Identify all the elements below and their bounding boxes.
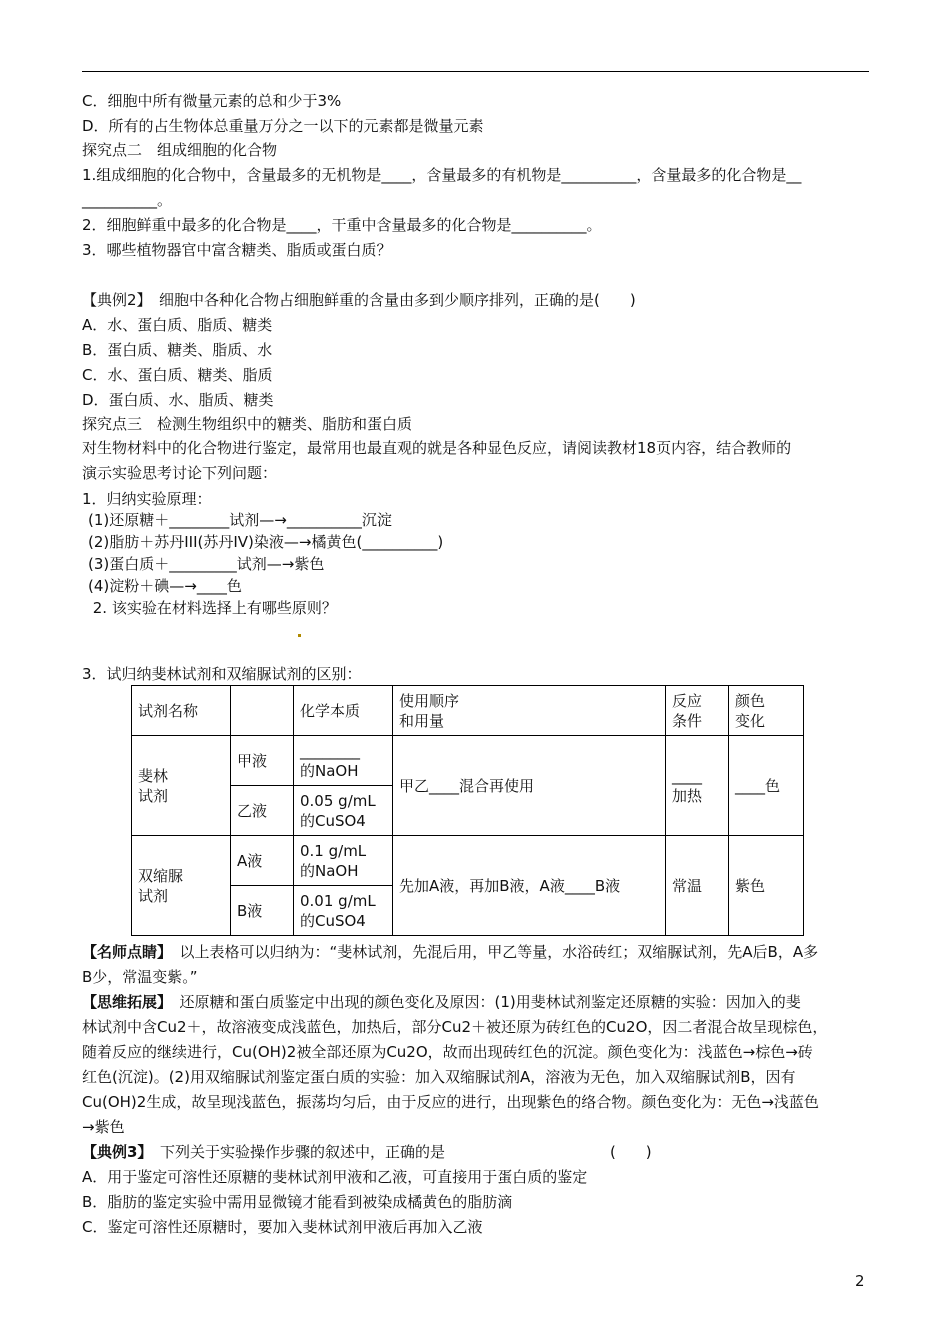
th-order: 使用顺序 和用量 xyxy=(393,686,666,736)
teacher-tip-cont: B少，常温变紫。” xyxy=(82,968,198,986)
question-3-title: 3．试归纳斐林试剂和双缩脲试剂的区别： xyxy=(82,665,362,683)
thinking-extension-text: 还原糖和蛋白质鉴定中出现的颜色变化及原因：(1)用斐林试剂鉴定还原糖的实验：因加入的斐 xyxy=(164,993,801,1011)
thinking-extension-line-3: 随着反应的继续进行，Cu(OH)2被全部还原为Cu2O，故而出现砖红色的沉淀。颜色变化为：浅蓝色→棕色→砖 xyxy=(82,1043,813,1061)
principle-2: (2)脂肪＋苏丹III(苏丹IV)染液—→橘黄色(__________) xyxy=(88,533,444,551)
option-c-line: C．细胞中所有微量元素的总和少于3% xyxy=(82,92,342,110)
biuret-cond: 常温 xyxy=(666,836,729,936)
example-3-option-a: A．用于鉴定可溶性还原糖的斐林试剂甲液和乙液，可直接用于蛋白质的鉴定 xyxy=(82,1168,588,1186)
biuret-a-nature: 0.1 g/mL 的NaOH xyxy=(294,836,393,886)
question-material-choice: 2. 该实验在材料选择上有哪些原则？ xyxy=(88,599,337,617)
question-1: 1.组成细胞的化合物中，含量最多的无机物是____，含量最多的有机物是__________，含量最多的化合物是__ xyxy=(82,166,802,184)
example-3-text: 下列关于实验操作步骤的叙述中，正确的是 ( ) xyxy=(144,1143,652,1161)
question-1-cont: __________。 xyxy=(82,191,173,209)
th-name: 试剂名称 xyxy=(132,686,231,736)
example-3-label: 【典例3】 xyxy=(82,1143,145,1161)
th-blank xyxy=(231,686,294,736)
thinking-extension-line-4: 红色(沉淀)。(2)用双缩脲试剂鉴定蛋白质的实验：加入双缩脲试剂A，溶液为无色，加入双缩脲试剂B，因有 xyxy=(82,1068,796,1086)
th-color: 颜色 变化 xyxy=(729,686,804,736)
example-2-option-a: A．水、蛋白质、脂质、糖类 xyxy=(82,316,273,334)
example-3-option-b: B．脂肪的鉴定实验中需用显微镜才能看到被染成橘黄色的脂肪滴 xyxy=(82,1193,513,1211)
section-heading-3: 探究点三 检测生物组织中的糖类、脂肪和蛋白质 xyxy=(82,415,413,433)
reagent-comparison-table xyxy=(131,685,804,936)
fehling-name: 斐林 试剂 xyxy=(132,736,231,836)
example-2-option-b: B．蛋白质、糖类、脂质、水 xyxy=(82,341,273,359)
intro-paragraph-cont: 演示实验思考讨论下列问题： xyxy=(82,464,278,482)
fehling-b-nature: 0.05 g/mL 的CuSO4 xyxy=(294,786,393,836)
option-d-line: D．所有的占生物体总重量万分之一以下的元素都是微量元素 xyxy=(82,117,484,135)
thinking-extension-line-5: Cu(OH)2生成，故呈现浅蓝色，振荡均匀后，由于反应的进行，出现紫色的络合物。颜色变化为：无色→浅蓝色 xyxy=(82,1093,819,1111)
th-nature: 化学本质 xyxy=(294,686,393,736)
biuret-order: 先加A液，再加B液，A液____B液 xyxy=(393,836,666,936)
principle-1: (1)还原糖＋________试剂—→__________沉淀 xyxy=(88,511,392,529)
thinking-extension-line-2: 林试剂中含Cu2＋，故溶液变成浅蓝色，加热后，部分Cu2＋被还原为砖红色的Cu2O，因二者混合故呈现棕色， xyxy=(82,1018,828,1036)
teacher-tip xyxy=(82,942,818,962)
teacher-tip-label: 【名师点睛】 xyxy=(82,943,165,961)
question-2: 2．细胞鲜重中最多的化合物是____，干重中含量最多的化合物是__________。 xyxy=(82,216,602,234)
fehling-order: 甲乙____混合再使用 xyxy=(393,736,666,836)
example-3 xyxy=(82,1142,652,1162)
example-2-option-c: C．水、蛋白质、糖类、脂质 xyxy=(82,366,273,384)
biuret-b-nature: 0.01 g/mL 的CuSO4 xyxy=(294,886,393,936)
biuret-b-label: B液 xyxy=(231,886,294,936)
intro-paragraph: 对生物材料中的化合物进行鉴定，最常用也最直观的就是各种显色反应，请阅读教材18页内容，结合教师的 xyxy=(82,439,792,457)
fehling-a-label: 甲液 xyxy=(231,736,294,786)
principle-heading: 1．归纳实验原理： xyxy=(82,490,212,508)
fehling-cond: ____ 加热 xyxy=(666,736,729,836)
fehling-b-label: 乙液 xyxy=(231,786,294,836)
thinking-extension-line-6: →紫色 xyxy=(82,1118,125,1136)
page-number: 2 xyxy=(855,1272,865,1290)
example-2-option-d: D．蛋白质、水、脂质、糖类 xyxy=(82,391,274,409)
biuret-a-label: A液 xyxy=(231,836,294,886)
fehling-a-nature: ________ 的NaOH xyxy=(294,736,393,786)
fehling-color: ____色 xyxy=(729,736,804,836)
example-3-option-c: C．鉴定可溶性还原糖时，要加入斐林试剂甲液后再加入乙液 xyxy=(82,1218,483,1236)
section-heading-2: 探究点二 组成细胞的化合物 xyxy=(82,141,278,159)
thinking-extension xyxy=(82,992,801,1012)
teacher-tip-text: 以上表格可以归纳为：“斐林试剂，先混后用，甲乙等量，水浴砖红；双缩脲试剂，先A后B，A多 xyxy=(164,943,819,961)
header-rule xyxy=(82,71,869,72)
speck-mark xyxy=(298,634,301,637)
principle-3: (3)蛋白质＋_________试剂—→紫色 xyxy=(88,555,325,573)
th-cond: 反应 条件 xyxy=(666,686,729,736)
biuret-color: 紫色 xyxy=(729,836,804,936)
example-2: 【典例2】 细胞中各种化合物占细胞鲜重的含量由多到少顺序排列，正确的是( ) xyxy=(82,291,636,309)
principle-4: (4)淀粉＋碘—→____色 xyxy=(88,577,242,595)
thinking-extension-label: 【思维拓展】 xyxy=(82,993,165,1011)
question-3: 3．哪些植物器官中富含糖类、脂质或蛋白质？ xyxy=(82,241,392,259)
biuret-name: 双缩脲 试剂 xyxy=(132,836,231,936)
